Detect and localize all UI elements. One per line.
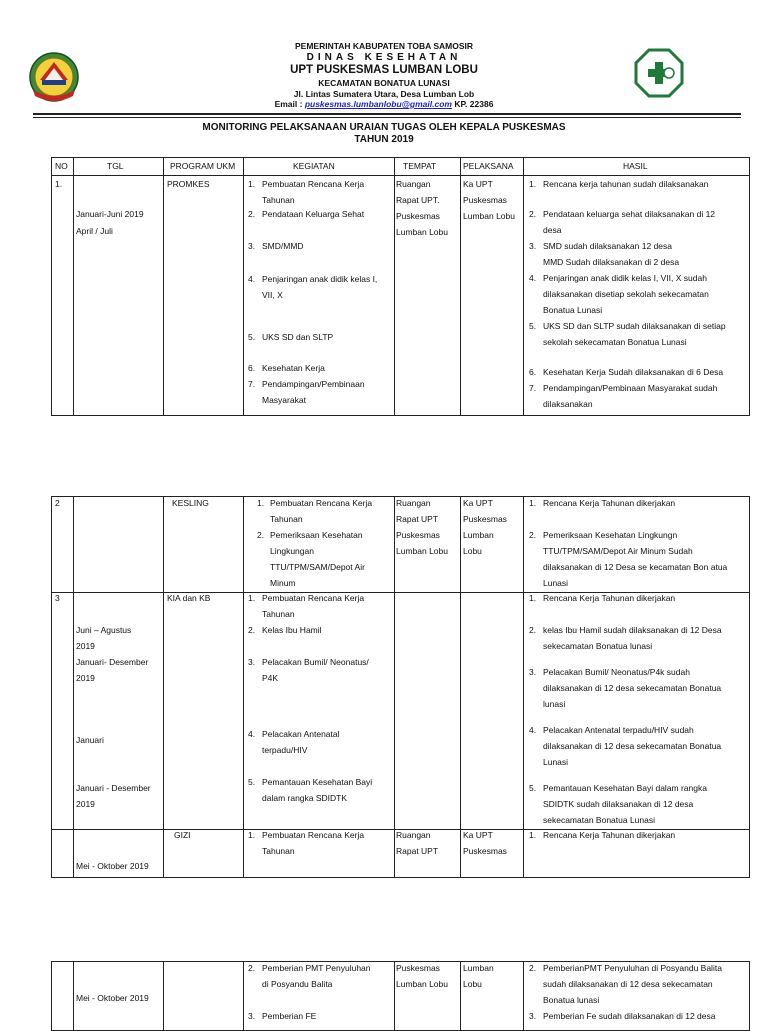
result-text: dilaksanakan di 12 desa sekecamatan Bonatua [543, 683, 722, 693]
list-number: 3. [248, 241, 256, 251]
col-header-kegiatan: KEGIATAN [293, 161, 335, 171]
document-title: MONITORING PELAKSANAAN URAIAN TUGAS OLEH KEPALA PUSKESMAS [202, 122, 566, 133]
executor-text: Lumban [463, 963, 494, 973]
result-text: PemberianPMT Penyuluhan di Posyandu Balita [543, 963, 722, 973]
result-text: Pemberian Fe sudah dilaksanakan di 12 desa [543, 1011, 716, 1021]
col-header-tgl: TGL [107, 161, 124, 171]
district-name: KECAMATAN BONATUA LUNASI [318, 78, 450, 88]
list-number: 1. [248, 593, 256, 603]
result-text: Rencana Kerja Tahunan dikerjakan [543, 593, 676, 603]
result-text: sekolah sekecamatan Bonatua Lunasi [543, 337, 687, 347]
venue-text: Ruangan [396, 830, 431, 840]
result-text: Pemantauan Kesehatan Bayi dalam rangka [543, 783, 707, 793]
list-number: 3. [248, 1011, 256, 1021]
venue-text: Puskesmas [396, 530, 440, 540]
row-date: April / Juli [76, 226, 113, 236]
list-number: 1. [257, 498, 265, 508]
activity-text: Pendataan Keluarga Sehat [262, 209, 365, 219]
executor-text: Ka UPT [463, 830, 493, 840]
email-label: Email : [274, 99, 303, 109]
list-number: 3. [529, 1011, 537, 1021]
row-date: Januari-Juni 2019 [76, 209, 144, 219]
result-text: Bonatua lunasi [543, 995, 600, 1005]
activity-text: Lingkungan [270, 546, 314, 556]
activity-text: Pemantauan Kesehatan Bayi [262, 777, 373, 787]
list-number: 7. [248, 379, 256, 389]
result-text: Penjaringan anak didik kelas I, VII, X sudah [543, 273, 707, 283]
institution-name: UPT PUSKESMAS LUMBAN LOBU [290, 64, 478, 76]
result-text: Pelacakan Antenatal terpadu/HIV sudah [543, 725, 694, 735]
activity-text: dalam rangka SDIDTK [262, 793, 348, 803]
list-number: 2. [529, 963, 537, 973]
activity-text: Tahunan [262, 846, 295, 856]
result-text: Kesehatan Kerja Sudah dilaksanakan di 6 Desa [543, 367, 724, 377]
row-program: KESLING [172, 498, 209, 508]
row-date: Juni – Agustus [76, 625, 132, 635]
result-text: sekecamatan Bonatua Lunasi [543, 815, 655, 825]
result-text: dilaksanakan disetiap sekolah sekecamatan [543, 289, 709, 299]
venue-text: Rapat UPT [396, 514, 439, 524]
col-header-pelaksana: PELAKSANA [463, 161, 514, 171]
col-header-program: PROGRAM UKM [170, 161, 236, 171]
activity-text: Pembuatan Rencana Kerja [262, 179, 365, 189]
result-text: Lunasi [543, 578, 569, 588]
list-number: 5. [529, 321, 537, 331]
list-number: 3. [529, 241, 537, 251]
activity-text: Kesehatan Kerja [262, 363, 325, 373]
list-number: 3. [248, 657, 256, 667]
list-number: 4. [248, 729, 256, 739]
activity-text: VII, X [262, 290, 283, 300]
activity-text: Pembuatan Rencana Kerja [270, 498, 373, 508]
list-number: 4. [529, 273, 537, 283]
row-no: 2 [55, 498, 60, 508]
result-text: Rencana Kerja Tahunan dikerjakan [543, 830, 676, 840]
row-date: Mei - Oktober 2019 [76, 861, 149, 871]
list-number: 1. [529, 830, 537, 840]
list-number: 1. [248, 830, 256, 840]
result-text: SMD sudah dilaksanakan 12 desa [543, 241, 672, 251]
row-date: 2019 [76, 641, 95, 651]
executor-text: Puskesmas [463, 846, 507, 856]
row-date: Januari- Desember [76, 657, 149, 667]
list-number: 6. [248, 363, 256, 373]
executor-text: Lumban Lobu [463, 211, 515, 221]
result-text: desa [543, 225, 562, 235]
result-text: sekecamatan Bonatua lunasi [543, 641, 653, 651]
result-text: dilaksanakan di 12 Desa se kecamatan Bon atua [543, 562, 728, 572]
address: Jl. Lintas Sumatera Utara, Desa Lumban Lob [293, 89, 475, 99]
activity-text: UKS SD dan SLTP [262, 332, 334, 342]
list-number: 1. [529, 498, 537, 508]
activity-text: terpadu/HIV [262, 745, 308, 755]
col-header-tempat: TEMPAT [403, 161, 437, 171]
list-number: 4. [529, 725, 537, 735]
result-text: dilaksanakan di 12 desa sekecamatan Bonatua [543, 741, 722, 751]
row-date: Mei - Oktober 2019 [76, 993, 149, 1003]
department-name: DINAS KESEHATAN [306, 52, 462, 63]
result-text: kelas Ibu Hamil sudah dilaksanakan di 12 Desa [543, 625, 722, 635]
venue-text: Lumban Lobu [396, 546, 448, 556]
venue-text: Lumban Lobu [396, 979, 448, 989]
activity-text: Tahunan [262, 195, 295, 205]
result-text: UKS SD dan SLTP sudah dilaksanakan di setiap [543, 321, 726, 331]
activity-text: Pendampingan/Pembinaan [262, 379, 365, 389]
row-date: Januari - Desember [76, 783, 151, 793]
header-rule-thick [33, 113, 741, 115]
list-number: 2. [248, 209, 256, 219]
activity-text: Pelacakan Bumil/ Neonatus/ [262, 657, 369, 667]
list-number: 5. [529, 783, 537, 793]
result-text: Bonatua Lunasi [543, 305, 603, 315]
activity-text: Penjaringan anak didik kelas I, [262, 274, 378, 284]
result-text: dilaksanakan [543, 399, 593, 409]
activity-text: Pembuatan Rencana Kerja [262, 830, 365, 840]
list-number: 4. [248, 274, 256, 284]
list-number: 2. [248, 963, 256, 973]
executor-text: Puskesmas [463, 195, 507, 205]
venue-text: Ruangan [396, 498, 431, 508]
activity-text: Kelas Ibu Hamil [262, 625, 322, 635]
government-name: PEMERINTAH KABUPATEN TOBA SAMOSIR [294, 41, 474, 51]
row-program: PROMKES [167, 179, 210, 189]
result-text: TTU/TPM/SAM/Depot Air Minum Sudah [543, 546, 693, 556]
list-number: 2. [257, 530, 265, 540]
list-number: 3. [529, 667, 537, 677]
result-text: lunasi [543, 699, 566, 709]
result-text: Lunasi [543, 757, 569, 767]
executor-text: Lobu [463, 979, 482, 989]
list-number: 1. [529, 593, 537, 603]
activity-text: Pelacakan Antenatal [262, 729, 340, 739]
row-no: 3 [55, 593, 60, 603]
list-number: 6. [529, 367, 537, 377]
document-year: TAHUN 2019 [354, 134, 414, 145]
list-number: 2. [529, 209, 537, 219]
list-number: 2. [248, 625, 256, 635]
result-text: Pelacakan Bumil/ Neonatus/P4k sudah [543, 667, 690, 677]
row-date: 2019 [76, 799, 95, 809]
list-number: 5. [248, 777, 256, 787]
activity-text: P4K [262, 673, 279, 683]
venue-text: Ruangan [396, 179, 431, 189]
activity-text: Pembuatan Rencana Kerja [262, 593, 365, 603]
list-number: 2. [529, 625, 537, 635]
list-number: 5. [248, 332, 256, 342]
venue-text: Puskesmas [396, 211, 440, 221]
list-number: 1. [248, 179, 256, 189]
result-text: Rencana Kerja Tahunan dikerjakan [543, 498, 676, 508]
col-header-hasil: HASIL [623, 161, 648, 171]
list-number: 7. [529, 383, 537, 393]
venue-text: Lumban Lobu [396, 227, 448, 237]
header-rule-thin [33, 117, 741, 118]
result-text: sudah dilaksanakan di 12 desa sekecamatan [543, 979, 713, 989]
row-program: KIA dan KB [167, 593, 211, 603]
activity-text: Pemberian PMT Penyuluhan [262, 963, 371, 973]
row-program: GIZI [174, 830, 191, 840]
contact-line [0, 100, 768, 109]
activity-text: Tahunan [262, 609, 295, 619]
venue-text: Rapat UPT. [396, 195, 440, 205]
result-text: Pendampingan/Pembinaan Masyarakat sudah [543, 383, 718, 393]
activity-text: Minum [270, 578, 296, 588]
venue-text: Rapat UPT [396, 846, 439, 856]
activity-text: Tahunan [270, 514, 303, 524]
result-text: Rencana kerja tahunan sudah dilaksanakan [543, 179, 709, 189]
activity-text: Pemberian FE [262, 1011, 317, 1021]
postcode: KP. 22386 [454, 99, 494, 109]
result-text: SDIDTK sudah dilaksanakan di 12 desa [543, 799, 694, 809]
activity-text: TTU/TPM/SAM/Depot Air [270, 562, 365, 572]
venue-text: Puskesmas [396, 963, 440, 973]
executor-text: Lumban [463, 530, 494, 540]
activity-text: SMD/MMD [262, 241, 304, 251]
col-header-no: NO [55, 161, 68, 171]
activity-text: di Posyandu Balita [262, 979, 333, 989]
activity-text: Pemeriksaan Kesehatan [270, 530, 363, 540]
activity-text: Masyarakat [262, 395, 306, 405]
list-number: 1. [529, 179, 537, 189]
email-link[interactable]: puskesmas.lumbanlobu@gmail.com [304, 99, 452, 109]
result-text: Pemeriksaan Kesehatan Lingkungn [543, 530, 678, 540]
executor-text: Puskesmas [463, 514, 507, 524]
row-date: Januari [76, 735, 104, 745]
list-number: 2. [529, 530, 537, 540]
executor-text: Lobu [463, 546, 482, 556]
result-text: MMD Sudah dilaksanakan di 2 desa [543, 257, 680, 267]
executor-text: Ka UPT [463, 498, 493, 508]
row-date: 2019 [76, 673, 95, 683]
result-text: Pendataan keluarga sehat dilaksanakan di 12 [543, 209, 716, 219]
row-no: 1. [55, 179, 63, 189]
executor-text: Ka UPT [463, 179, 493, 189]
